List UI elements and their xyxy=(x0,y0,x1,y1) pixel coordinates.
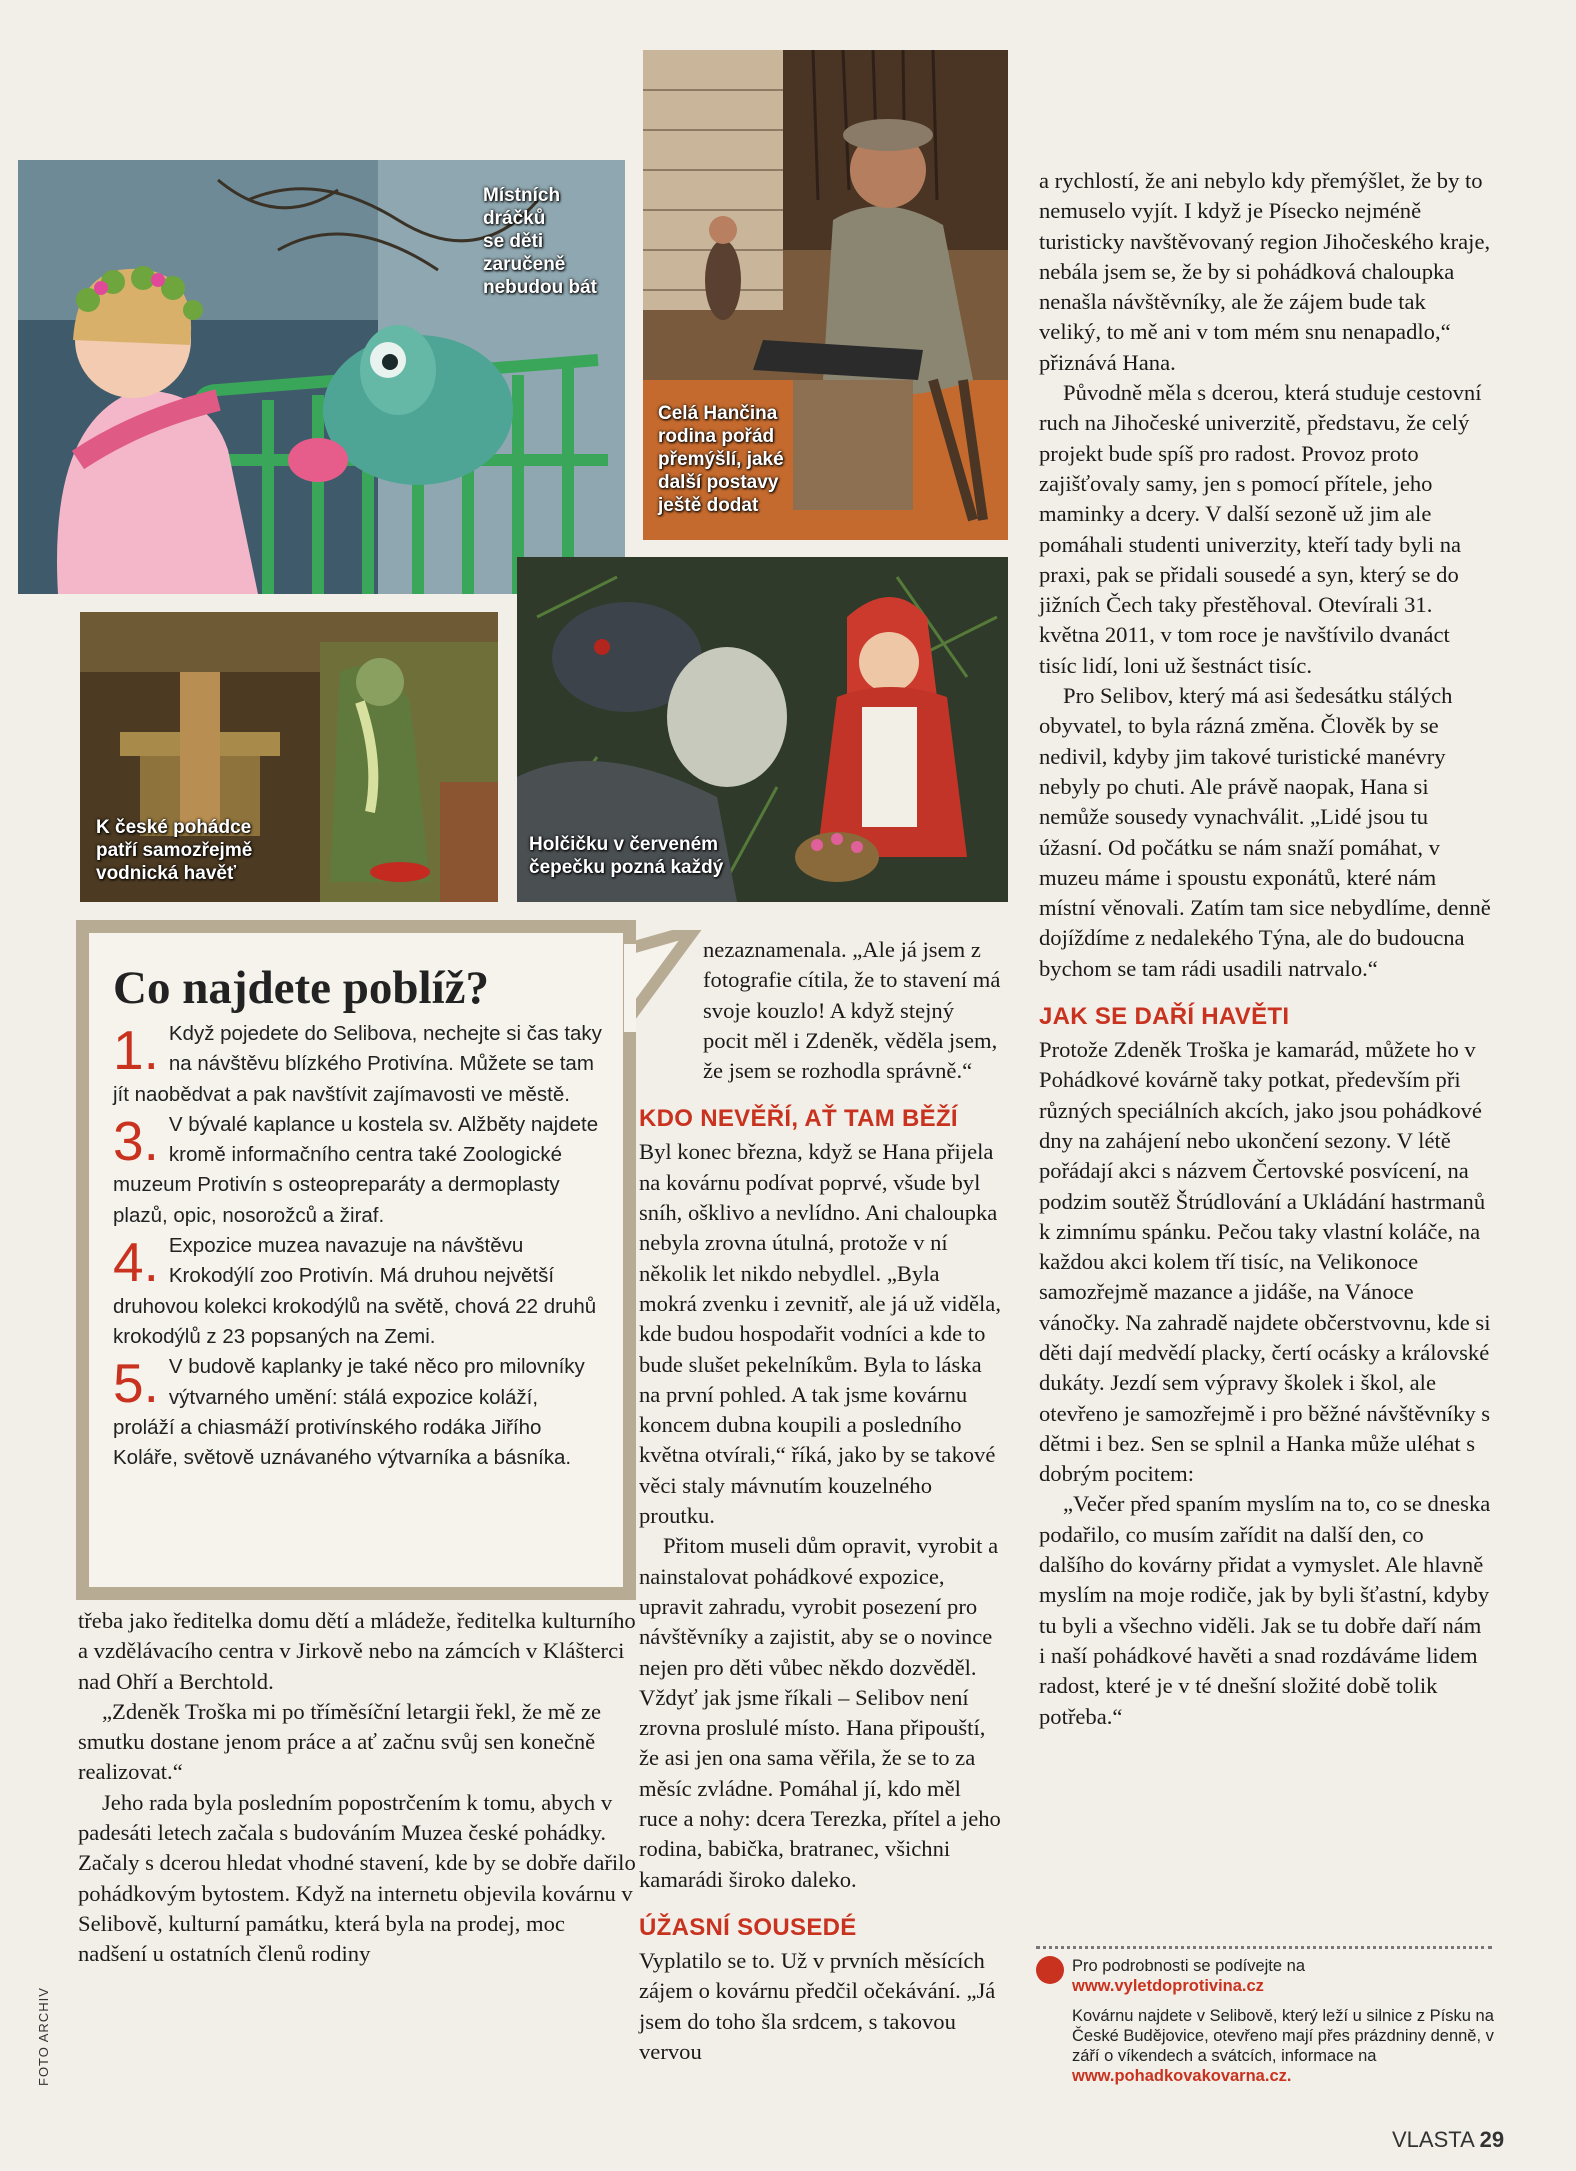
caption-dragon: Místních dráčků se děti zaručeně nebudou bát xyxy=(483,185,597,298)
paragraph: Přitom museli dům opravit, vyrobit a nainstalovat pohádkové expozice, upravit zahradu, vyrobit posezení pro návštěvníky a zajistit, aby se o novince nejen pro děti vůbec někdo dozvěděl. Vždyť jak jsme říkali – Selibov není zrovna proslulé místo. Hana připouští, že asi jen ona sama věřila, že se to za měsíc zvládne. Pomáhal jí, kdo měl ruce a nohy: dcera Terezka, přítel a jeho rodina, babička, bratranec, všichni kamarádi široko daleko. xyxy=(639,1533,1001,1892)
photo-red-riding-hood xyxy=(517,557,1008,902)
photo-watermen xyxy=(80,612,498,902)
photo-girl-dragon xyxy=(18,160,625,594)
nearby-item: 3. V bývalé kaplance u kostela sv. Alžběty najdete kromě informačního centra také Zoologické muzeum Protivín s osteopreparáty a dermoplasty plazů, opic, nosorožců a žiraf. xyxy=(113,1109,599,1227)
globe-icon xyxy=(1036,1956,1064,1984)
nearby-item: 4. Expozice muzea navazuje na návštěvu Krokodýlí zoo Protivín. Má druhou největší druhovou kolekci krokodýlů na světě, chová 22 druhů krokodýlů z 23 popsaných na Zemi. xyxy=(113,1231,597,1348)
info-divider xyxy=(1036,1946,1492,1949)
page-footer xyxy=(1392,2127,1504,2153)
paragraph: Byl konec března, když se Hana přijela na kovárnu podívat poprvé, všude byl sníh, ošklivo a nevlídno. Ani chaloupka nebyla zrovna útulná, protože v ní několik let nikdo nebydlel. „Byla mokrá zvenku i zevnitř, ale já už viděla, kde budou hospodařit vodníci a kde to bude slušet pekelníkům. Byla to láska na první pohled. A tak jsme kovárnu koncem dubna koupili a posledního května otvírali,“ říká, jako by se takové věci staly mávnutím kouzelného proutku. xyxy=(639,1139,1001,1529)
website-link-2[interactable]: www.pohadkovakovarna.cz. xyxy=(1072,2067,1292,2085)
caption-watermen: K české pohádce patří samozřejmě vodnická havěť xyxy=(96,817,253,884)
paragraph: „Večer před spaním myslím na to, co se dneska podařilo, co musím zařídit na další den, co dalšího do kovárny přidat a vymyslet. Ale hlavně myslím na moje rodiče, jak by byli šťastní, kdyby tu byli a všechno viděli. Jak se tu dobře daří nám i naší pohádkové havěti a snad rozdáváme lidem radost, které je v té dnešní složité době tolik potřeba.“ xyxy=(1039,1491,1491,1729)
paragraph: Protože Zdeněk Troška je kamarád, můžete ho v Pohádkové kovárně taky potkat, především při různých speciálních akcích, jako jsou pohádkové dny na zahájení nebo ukončení sezony. V létě pořádají akci s názvem Čertovské posvícení, na podzim soutěž Štrúdlování a Ukládání hastrmanů k zimnímu spánku. Pečou taky vlastní koláče, na každou akci kolem tří tisíc, na Velikonoce samozřejmě mazance a jidáše, na Vánoce vánočky. Na zahradě najdete občerstvovnu, kde si děti dají medvědí placky, čertí ocásky a královské dukáty. Jezdí sem výpravy školek i škol, ale otevřeno je samozřejmě i pro běžné návštěvníky s dětmi i bez. Sen se splnil a Hanka může uléhat s dobrým pocitem: xyxy=(1039,1037,1491,1487)
section-heading: KDO NEVĚŘÍ, AŤ TAM BĚŽÍ xyxy=(639,1105,958,1133)
paragraph: Pro Selibov, který má asi šedesátku stálých obyvatel, to byla rázná změna. Člověk by se nedivil, kdyby jim takové turistické manévry nebyly po chuti. Ale právě naopak, Hana si nemůže sousedy vynachválit. „Lidé jsou tu úžasní. Od počátku se nám snaží pomáhat, v muzeu máme i spoustu exponátů, které nám místní věnovali. Zatím tam sice nebydlíme, denně dojíždíme z nedalekého Týna, ale do budoucna bychom se tam rádi usadili natrvalo.“ xyxy=(1039,683,1491,981)
photo-credit: FOTO ARCHIV xyxy=(36,1987,51,2086)
paragraph: Jeho rada byla posledním popostrčením k tomu, abych v padesáti letech začala s budováním Muzea české pohádky. Začaly s dcerou hledat vhodné stavení, kde by se dobře dařilo pohádkovým bytostem. Když na internetu objevila kovárnu v Selibově, kulturní památku, která byla na prodej, moc nadšení u ostatních členů rodiny xyxy=(78,1789,636,1967)
text-column-2 xyxy=(639,935,1001,2067)
magazine-name: VLASTA xyxy=(1392,2127,1474,2152)
text-column-3 xyxy=(1039,166,1491,1732)
paragraph: třeba jako ředitelka domu dětí a mládeže, ředitelka kulturního a vzdělávacího centra v Jirkově nebo na zámcích v Klášterci nad Ohří a Berchtold. xyxy=(78,1608,636,1694)
paragraph: „Zdeněk Troška mi po tříměsíční letargii řekl, že mě ze smutku dostane jenom práce a ať začnu svůj sen konečně realizovat.“ xyxy=(78,1698,602,1785)
paragraph: nezaznamenala. „Ale já jsem z fotografie cítila, že to stavení má svoje kouzlo! A když stejný pocit měl i Zdeněk, věděla jsem, že jsem se rozhodla správně.“ xyxy=(703,937,1001,1084)
nearby-box xyxy=(76,920,636,1600)
page-number: 29 xyxy=(1479,2127,1505,2152)
paragraph: Původně měla s dcerou, která studuje cestovní ruch na Jihočeské univerzitě, představu, že celý projekt bude spíš pro radost. Provoz proto zajišťovaly samy, jen s pomocí přítele, jeho maminky a dcery. V další sezoně už jim ale pomáhali studenti univerzity, kteří tady byli na praxi, pak se přidali sousedé a syn, který se do jižních Čech taky přestěhoval. Otevírali 31. května 2011, v tom roce je navštívilo dvanáct tisíc lidí, loni už šestnáct tisíc. xyxy=(1039,380,1482,678)
nearby-box-title: Co najdete poblíž? xyxy=(113,962,489,1014)
info-box: Pro podrobnosti se podívejte na www.vyletdoprotivina.cz Kovárnu najdete v Selibově, který leží u silnice z Písku na České Budějovice, otevřeno mají přes prázdniny denně, v září o víkendech a svátcích, informace na www.pohadkovakovarna.cz. xyxy=(1036,1956,1496,2086)
paragraph: a rychlostí, že ani nebylo kdy přemýšlet, že by to nemuselo vyjít. I když je Písecko nejméně turisticky navštěvovaný region Jihočeského kraje, nebála jsem se, že by si pohádková chaloupka nenašla návštěvníky, ale že zájem bude tak veliký, to mě ani v tom mém snu nenapadlo,“ přiznává Hana. xyxy=(1039,168,1491,375)
website-link[interactable]: www.vyletdoprotivina.cz xyxy=(1072,1977,1264,1995)
nearby-item: 5. V budově kaplanky je také něco pro milovníky výtvarného umění: stálá expozice koláží, proláží a chiasmáží protivínského rodáka Jiřího Koláře, světově uznávaného výtvarníka a básníka. xyxy=(113,1352,585,1470)
photo-blacksmith xyxy=(643,50,1008,540)
section-heading: JAK SE DAŘÍ HAVĚTI xyxy=(1039,1003,1290,1031)
paragraph: Vyplatilo se to. Už v prvních měsících zájem o kovárnu předčil očekávání. „Já jsem do toho šla srdcem, s takovou vervou xyxy=(639,1947,996,2064)
nearby-item: 1. Když pojedete do Selibova, nechejte si čas taky na návštěvu blízkého Protivína. Můžete se tam jít naobědvat a pak navštívit zajímavosti ve městě. xyxy=(113,1019,602,1106)
section-heading: ÚŽASNÍ SOUSEDÉ xyxy=(639,1913,857,1941)
caption-family: Celá Hančina rodina pořád přemýšlí, jaké další postavy ještě dodat xyxy=(658,403,784,516)
caption-riding-hood: Holčičku v červeném čepečku pozná každý xyxy=(529,834,724,878)
text-column-1 xyxy=(78,1606,638,1970)
